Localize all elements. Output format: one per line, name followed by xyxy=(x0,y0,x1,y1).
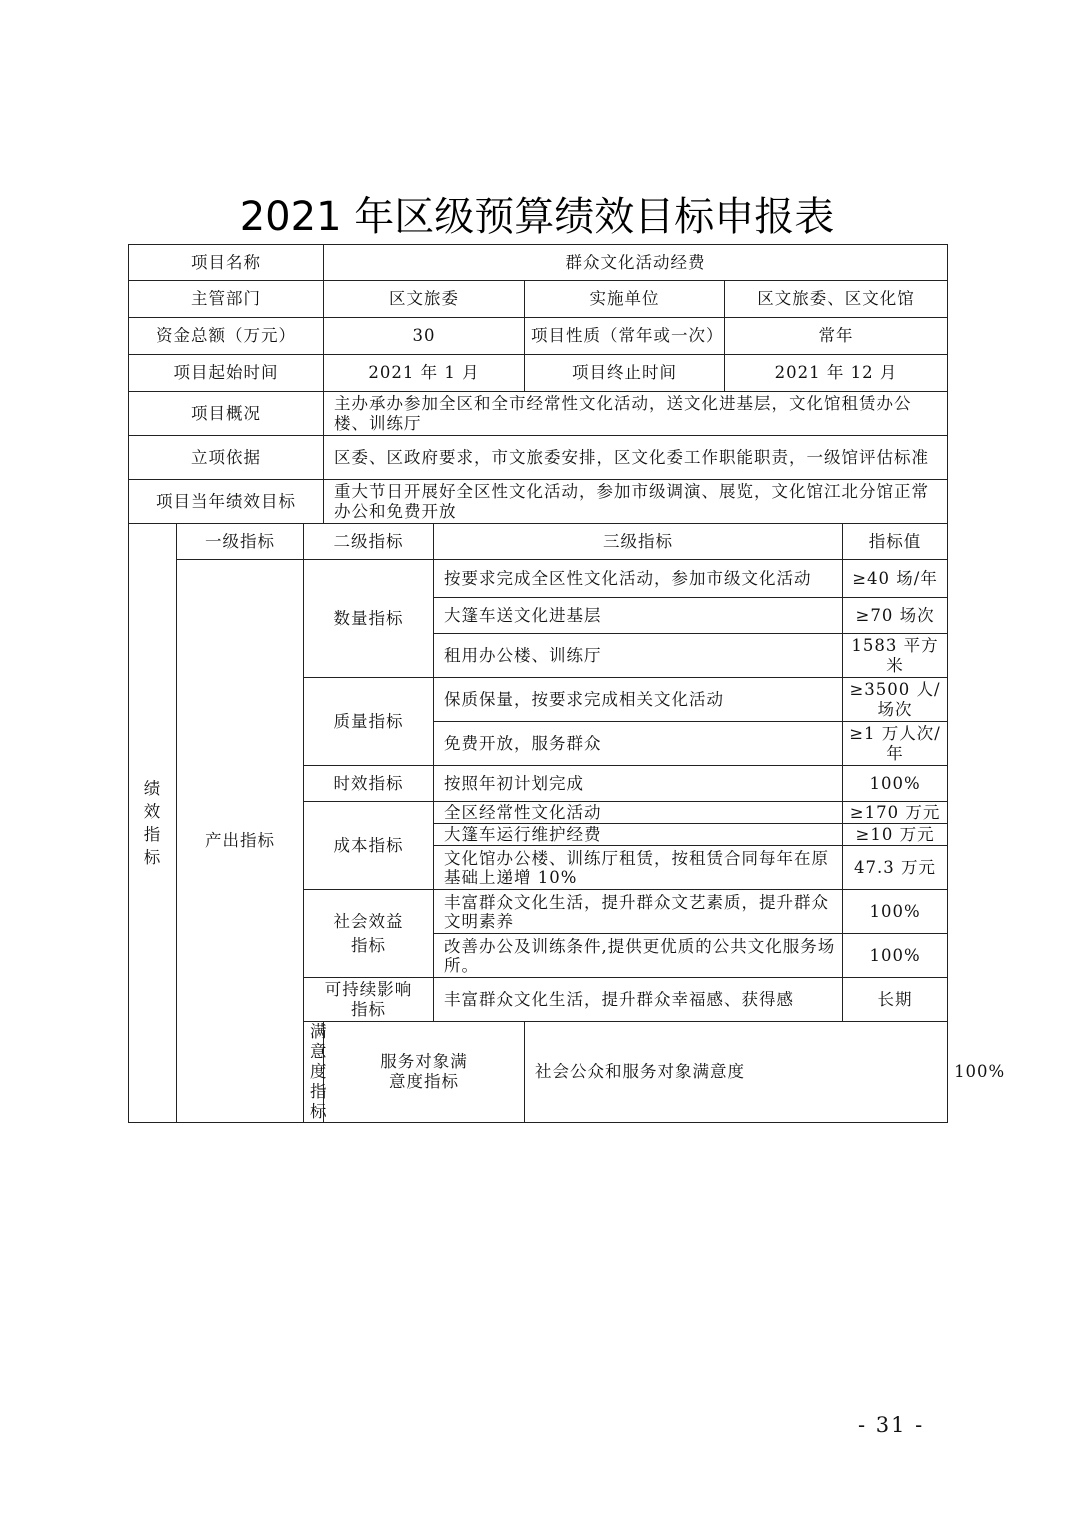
end-time-label: 项目终止时间 xyxy=(525,355,725,392)
goal-label: 项目当年绩效目标 xyxy=(129,480,324,524)
social-indicator-label: 社会效益指标 xyxy=(304,890,434,978)
project-name-label: 项目名称 xyxy=(129,245,324,281)
budget-performance-table: 项目名称 群众文化活动经费 主管部门 区文旅委 实施单位 区文旅委、区文化馆 资金总额（万元） 30 项目性质（常年或一次） 常年 项目起始时间 2021 年 1 月 项目终止时间 2021 年 12 月 项目概况 主办承办参加全区和全市经常性文化活动，送文化进基层，文化馆租赁办公楼、训练厅 立项依据 区委、区政府要求，市文旅委安排，区文化委工作职能职责，一级馆评估标准 项目当年绩效目标 重大节日开展好全区性文化活动，参加市级调演、展览，文化馆江北分馆正常办公和免费开放 绩效指标 一级指标 二级指标 三级指标 指标值 产出指标 数量指标 按要求完成全区性文化活动，参加市级文化活动 ≥40 场/年 大篷车送文化进基层 ≥70 场次 租用办公楼、训练厅 1583 平方米 质量指标 保质保量，按要求完成相关文化活动 ≥3500 人/场次 免费开放，服务群众 ≥1 万人次/年 时效指标 按照年初计划完成 100% 成本指标 全区经常性文化活动 ≥170 万元 大篷车运行维护经费 ≥10 万元 文化馆办公楼、训练厅租赁，按租赁合同每年在原基础上递增 10% 47.3 万元 社会效益指标 丰富群众文化生活，提升群众文艺素质，提升群众文明素养 100% 改善办公及训练条件,提供更优质的公共文化服务场所。 100% 可持续影响指标 丰富群众文化生活，提升群众幸福感、获得感 长期 满意度指标 服务对象满意度指标 社会公众和服务对象满意度 100% xyxy=(128,244,948,1123)
indicator-value: ≥1 万人次/年 xyxy=(843,722,948,766)
indicator-desc: 全区经常性文化活动 xyxy=(434,802,843,824)
indicator-desc: 保质保量，按要求完成相关文化活动 xyxy=(434,678,843,722)
department-label: 主管部门 xyxy=(129,281,324,318)
project-nature-value: 常年 xyxy=(725,318,948,355)
indicator-value: 长期 xyxy=(843,978,948,1022)
implementing-unit-label: 实施单位 xyxy=(525,281,725,318)
col-level2-header: 二级指标 xyxy=(304,524,434,560)
output-indicator-label: 产出指标 xyxy=(177,560,304,1123)
service-satisfaction-label: 服务对象满意度指标 xyxy=(324,1022,525,1123)
indicator-desc: 免费开放，服务群众 xyxy=(434,722,843,766)
indicator-desc: 大篷车运行维护经费 xyxy=(434,824,843,846)
timeliness-indicator-label: 时效指标 xyxy=(304,766,434,802)
page-number: - 31 - xyxy=(858,1413,925,1437)
indicator-desc: 丰富群众文化生活，提升群众幸福感、获得感 xyxy=(434,978,843,1022)
project-name-value: 群众文化活动经费 xyxy=(324,245,948,281)
total-funds-value: 30 xyxy=(324,318,525,355)
indicator-value: ≥170 万元 xyxy=(843,802,948,824)
indicator-desc: 社会公众和服务对象满意度 xyxy=(525,1022,948,1123)
quantity-indicator-label: 数量指标 xyxy=(304,560,434,678)
overview-label: 项目概况 xyxy=(129,392,324,436)
basis-label: 立项依据 xyxy=(129,436,324,480)
end-time-value: 2021 年 12 月 xyxy=(725,355,948,392)
implementing-unit-value: 区文旅委、区文化馆 xyxy=(725,281,948,318)
col-level3-header: 三级指标 xyxy=(434,524,843,560)
overview-value: 主办承办参加全区和全市经常性文化活动，送文化进基层，文化馆租赁办公楼、训练厅 xyxy=(324,392,948,436)
indicators-side-label: 绩效指标 xyxy=(129,524,177,1123)
indicator-value: 100% xyxy=(843,890,948,934)
indicator-value: 100% xyxy=(843,934,948,978)
satisfaction-indicator-label: 满意度指标 xyxy=(304,1022,324,1123)
indicator-desc: 丰富群众文化生活，提升群众文艺素质，提升群众文明素养 xyxy=(434,890,843,934)
indicator-desc: 改善办公及训练条件,提供更优质的公共文化服务场所。 xyxy=(434,934,843,978)
indicator-value: ≥10 万元 xyxy=(843,824,948,846)
total-funds-label: 资金总额（万元） xyxy=(129,318,324,355)
col-level1-header: 一级指标 xyxy=(177,524,304,560)
indicator-desc: 大篷车送文化进基层 xyxy=(434,598,843,634)
sustainability-indicator-label: 可持续影响指标 xyxy=(304,978,434,1022)
indicator-desc: 按要求完成全区性文化活动，参加市级文化活动 xyxy=(434,560,843,598)
indicator-value: ≥70 场次 xyxy=(843,598,948,634)
indicator-desc: 租用办公楼、训练厅 xyxy=(434,634,843,678)
start-time-value: 2021 年 1 月 xyxy=(324,355,525,392)
indicator-value: 1583 平方米 xyxy=(843,634,948,678)
indicator-value: 47.3 万元 xyxy=(843,846,948,890)
goal-value: 重大节日开展好全区性文化活动，参加市级调演、展览，文化馆江北分馆正常办公和免费开放 xyxy=(324,480,948,524)
basis-value: 区委、区政府要求，市文旅委安排，区文化委工作职能职责，一级馆评估标准 xyxy=(324,436,948,480)
indicator-desc: 按照年初计划完成 xyxy=(434,766,843,802)
indicator-value: 100% xyxy=(843,766,948,802)
quality-indicator-label: 质量指标 xyxy=(304,678,434,766)
page-title: 2021 年区级预算绩效目标申报表 xyxy=(239,194,835,240)
indicator-value: ≥3500 人/场次 xyxy=(843,678,948,722)
indicator-desc: 文化馆办公楼、训练厅租赁，按租赁合同每年在原基础上递增 10% xyxy=(434,846,843,890)
department-value: 区文旅委 xyxy=(324,281,525,318)
indicator-value: ≥40 场/年 xyxy=(843,560,948,598)
cost-indicator-label: 成本指标 xyxy=(304,802,434,890)
project-nature-label: 项目性质（常年或一次） xyxy=(525,318,725,355)
col-value-header: 指标值 xyxy=(843,524,948,560)
start-time-label: 项目起始时间 xyxy=(129,355,324,392)
